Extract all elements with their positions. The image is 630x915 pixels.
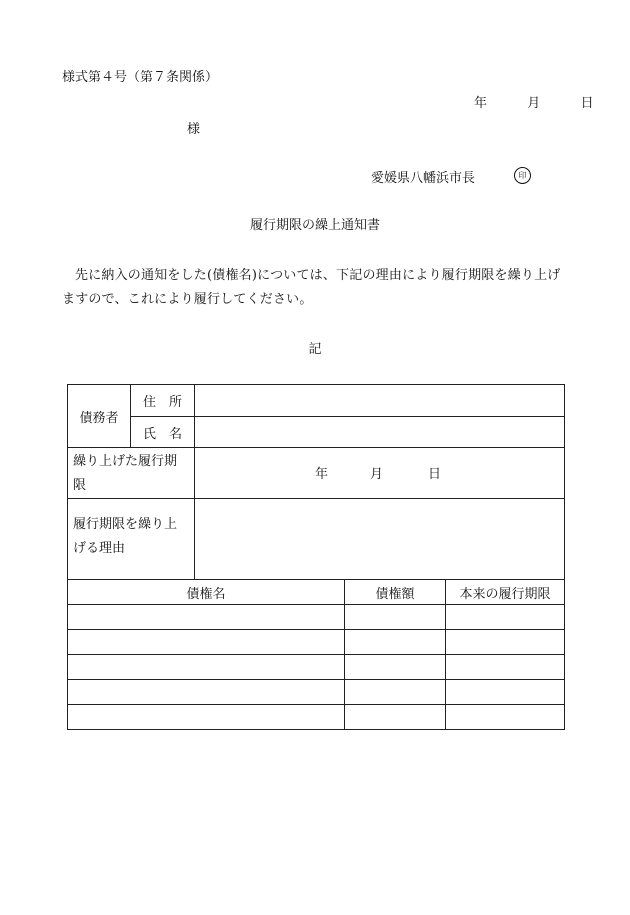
date-month: 月 [527, 96, 541, 111]
claim-amount-cell[interactable] [345, 655, 446, 680]
original-deadline-cell[interactable] [446, 630, 565, 655]
address-field[interactable] [195, 385, 565, 417]
advanced-deadline-field[interactable] [195, 448, 565, 499]
table-row [68, 680, 565, 705]
reason-label: 履行期限を繰り上げる理由 [68, 499, 195, 580]
form-number: 様式第４号（第７条関係） [62, 70, 219, 85]
table-row [68, 605, 565, 630]
reason-field[interactable] [195, 499, 565, 580]
claim-amount-cell[interactable] [345, 705, 446, 730]
advanced-month: 月 [370, 467, 384, 482]
col-original-deadline: 本来の履行期限 [446, 580, 565, 605]
original-deadline-cell[interactable] [446, 605, 565, 630]
col-claim-name: 債権名 [68, 580, 345, 605]
col-claim-amount: 債権額 [345, 580, 446, 605]
issuer-name: 愛媛県八幡浜市長 [371, 171, 476, 186]
issue-date [474, 97, 594, 110]
claim-amount-cell[interactable] [345, 680, 446, 705]
addressee-suffix: 様 [187, 122, 201, 137]
document-title: 履行期限の繰上通知書 [249, 218, 380, 233]
name-label: 氏 名 [131, 417, 195, 448]
advanced-year: 年 [315, 467, 329, 482]
claim-name-cell[interactable] [68, 630, 345, 655]
claim-name-cell[interactable] [68, 680, 345, 705]
original-deadline-cell[interactable] [446, 705, 565, 730]
date-day: 日 [580, 96, 594, 111]
claim-name-cell[interactable] [68, 705, 345, 730]
claim-amount-cell[interactable] [345, 630, 446, 655]
seal-mark: 印 [514, 167, 531, 184]
advanced-day: 日 [428, 467, 442, 482]
claim-name-cell[interactable] [68, 655, 345, 680]
debtor-label: 債務者 [68, 385, 131, 448]
table-row [68, 655, 565, 680]
table-row [68, 630, 565, 655]
original-deadline-cell[interactable] [446, 655, 565, 680]
advanced-deadline-label: 繰り上げた履行期限 [68, 448, 195, 499]
body-paragraph: 先に納入の通知をした(債権名)については、下記の理由により履行期限を繰り上げますので、これにより履行してください。 [62, 268, 561, 307]
table-row [68, 705, 565, 730]
original-deadline-cell[interactable] [446, 680, 565, 705]
ki-heading: 記 [308, 342, 322, 357]
address-label: 住 所 [131, 385, 195, 417]
name-field[interactable] [195, 417, 565, 448]
notice-table [67, 384, 565, 730]
date-year: 年 [474, 96, 488, 111]
claim-amount-cell[interactable] [345, 605, 446, 630]
claim-name-cell[interactable] [68, 605, 345, 630]
